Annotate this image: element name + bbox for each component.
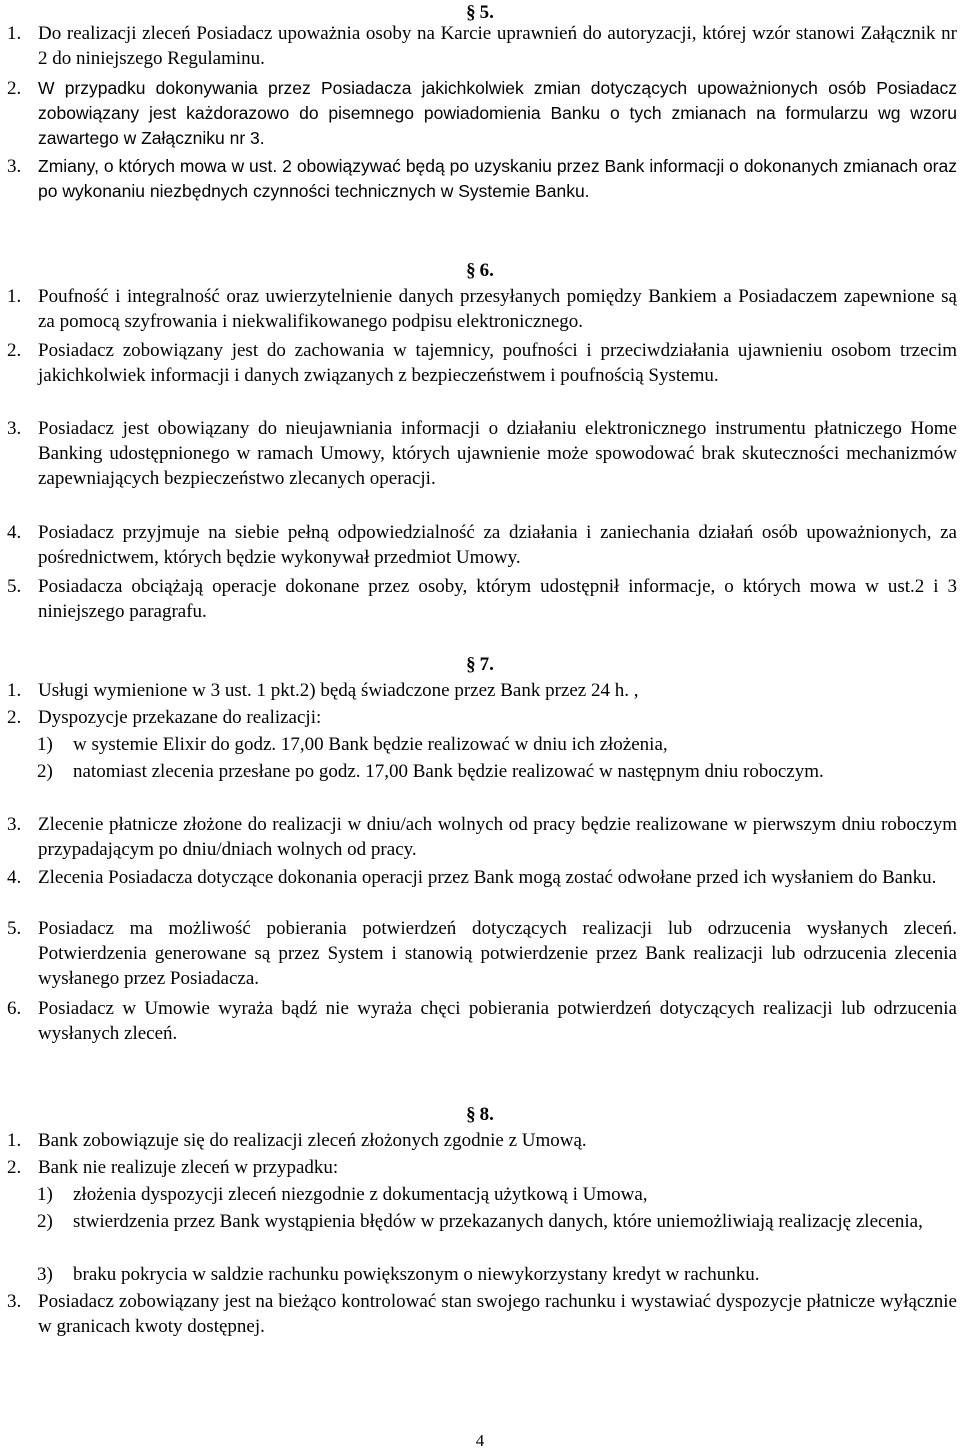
item-number: 1. <box>7 1130 22 1151</box>
list-item <box>7 916 957 991</box>
section-number: 6. <box>479 260 494 281</box>
subitem-text: natomiast zlecenia przesłane po godz. 17,00 Bank będzie realizować w następnym dniu roboczym. <box>73 761 824 782</box>
item-text: Zlecenia Posiadacza dotyczące dokonania operacji przez Bank mogą zostać odwołane przed ich wysłaniem do Banku. <box>38 867 937 888</box>
section-number: 8. <box>479 1104 494 1125</box>
item-number: 6. <box>7 998 22 1019</box>
list-item <box>7 21 957 71</box>
list-item <box>7 705 957 730</box>
subitem-text: braku pokrycia w saldzie rachunku powiększonym o niewykorzystany kredyt w rachunku. <box>73 1264 760 1285</box>
sub-list-item <box>37 1209 957 1234</box>
item-number: 2. <box>7 78 22 99</box>
item-text: Poufność i integralność oraz uwierzytelnienie danych przesyłanych pomiędzy Bankiem a Posiadaczem zapewnione są za pomocą szyfrowania i niekwalifikowanego podpisu elektronicznego. <box>38 286 957 332</box>
item-text: Bank nie realizuje zleceń w przypadku: <box>38 1157 339 1178</box>
item-number: 3. <box>7 156 22 177</box>
sub-list-item <box>37 1182 957 1207</box>
section-sign: § <box>466 260 476 281</box>
sub-list-item <box>37 732 957 757</box>
item-number: 2. <box>7 707 22 728</box>
section-sign: § <box>466 1104 476 1125</box>
subitem-text: stwierdzenia przez Bank wystąpienia błędów w przekazanych danych, które uniemożliwiają realizację zlecenia, <box>73 1211 923 1232</box>
item-text: Posiadacz zobowiązany jest do zachowania w tajemnicy, poufności i przeciwdziałania ujawnieniu osobom trzecim jakichkolwiek informacji i danych związanych z bezpieczeństwem i poufnością Systemu. <box>38 340 957 386</box>
item-number: 1. <box>7 680 22 701</box>
item-number: 5. <box>7 918 22 939</box>
subitem-text: w systemie Elixir do godz. 17,00 Bank będzie realizować w dniu ich złożenia, <box>73 734 668 755</box>
sub-list-item <box>37 1262 957 1287</box>
subitem-number: 1) <box>37 1184 53 1205</box>
item-number: 3. <box>7 1291 22 1312</box>
item-text: Zlecenie płatnicze złożone do realizacji w dniu/ach wolnych od pracy będzie realizowane w pierwszym dniu roboczym przypadającym po dniu/dniach wolnych od pracy. <box>38 814 957 860</box>
section-sign: § <box>466 654 476 675</box>
item-text: Posiadacz w Umowie wyraża bądź nie wyraża chęci pobierania potwierdzeń dotyczących realizacji lub odrzucenia wysłanych zleceń. <box>38 998 957 1044</box>
item-text: Posiadacz przyjmuje na siebie pełną odpowiedzialność za działania i zaniechania działań osób upoważnionych, za pośrednictwem, których będzie wykonywał przedmiot Umowy. <box>38 522 957 568</box>
section-heading-7 <box>0 654 960 676</box>
item-text: Dyspozycje przekazane do realizacji: <box>38 707 322 728</box>
list-item <box>7 416 957 491</box>
list-item <box>7 76 957 151</box>
list-item <box>7 154 957 204</box>
item-number: 1. <box>7 23 22 44</box>
item-number: 3. <box>7 814 22 835</box>
item-number: 3. <box>7 418 22 439</box>
list-item <box>7 284 957 334</box>
subitem-number: 1) <box>37 734 53 755</box>
list-item <box>7 678 957 703</box>
item-number: 4. <box>7 522 22 543</box>
section-number: 7. <box>479 654 494 675</box>
subitem-number: 3) <box>37 1264 53 1285</box>
sub-list-item <box>37 759 957 784</box>
item-number: 4. <box>7 867 22 888</box>
list-item <box>7 338 957 388</box>
list-item <box>7 996 957 1046</box>
subitem-number: 2) <box>37 761 53 782</box>
list-item <box>7 520 957 570</box>
section-sign: § <box>466 2 476 23</box>
item-number: 1. <box>7 286 22 307</box>
section-heading-8 <box>0 1104 960 1126</box>
item-number: 5. <box>7 576 22 597</box>
item-number: 2. <box>7 1157 22 1178</box>
subitem-text: złożenia dyspozycji zleceń niezgodnie z dokumentacją użytkową i Umowa, <box>73 1184 648 1205</box>
list-item <box>7 574 957 624</box>
item-text: Posiadacza obciążają operacje dokonane przez osoby, którym udostępnił informacje, o których mowa w ust.2 i 3 niniejszego paragrafu. <box>38 576 957 622</box>
item-text: Posiadacz jest obowiązany do nieujawniania informacji o działaniu elektronicznego instrumentu płatniczego Home Banking udostępnionego w ramach Umowy, których ujawnienie może spowodować brak skuteczności mechanizmów zapewniających bezpieczeństwo zlecanych operacji. <box>38 418 957 489</box>
item-text: Usługi wymienione w 3 ust. 1 pkt.2) będą świadczone przez Bank przez 24 h. , <box>38 680 639 701</box>
list-item <box>7 812 957 862</box>
item-number: 2. <box>7 340 22 361</box>
list-item <box>7 1289 957 1339</box>
list-item <box>7 865 957 890</box>
section-heading-6 <box>0 260 960 282</box>
subitem-number: 2) <box>37 1211 53 1232</box>
list-item <box>7 1128 957 1153</box>
item-text: Bank zobowiązuje się do realizacji zleceń złożonych zgodnie z Umową. <box>38 1130 587 1151</box>
item-text: W przypadku dokonywania przez Posiadacza jakichkolwiek zmian dotyczących upoważnionych osób Posiadacz zobowiązany jest każdorazowo do pisemnego powiadomienia Banku o tych zmianach na formularzu wg wzoru zawartego w Załączniku nr 3. <box>38 78 957 148</box>
item-text: Zmiany, o których mowa w ust. 2 obowiązywać będą po uzyskaniu przez Bank informacji o dokonanych zmianach oraz po wykonaniu niezbędnych czynności technicznych w Systemie Banku. <box>38 156 957 201</box>
item-text: Posiadacz ma możliwość pobierania potwierdzeń dotyczących realizacji lub odrzucenia wysłanych zleceń. Potwierdzenia generowane są przez System i stanowią potwierdzenie przez Bank realizacji lub odrzucenia zlecenia wysłanego przez Posiadacza. <box>38 918 957 989</box>
page-number: 4 <box>475 1431 485 1450</box>
list-item <box>7 1155 957 1180</box>
item-text: Do realizacji zleceń Posiadacz upoważnia osoby na Karcie uprawnień do autoryzacji, której wzór stanowi Załącznik nr 2 do niniejszego Regulaminu. <box>38 23 957 69</box>
section-number: 5. <box>479 2 494 23</box>
item-text: Posiadacz zobowiązany jest na bieżąco kontrolować stan swojego rachunku i wystawiać dyspozycje płatnicze wyłącznie w granicach kwoty dostępnej. <box>38 1291 957 1337</box>
